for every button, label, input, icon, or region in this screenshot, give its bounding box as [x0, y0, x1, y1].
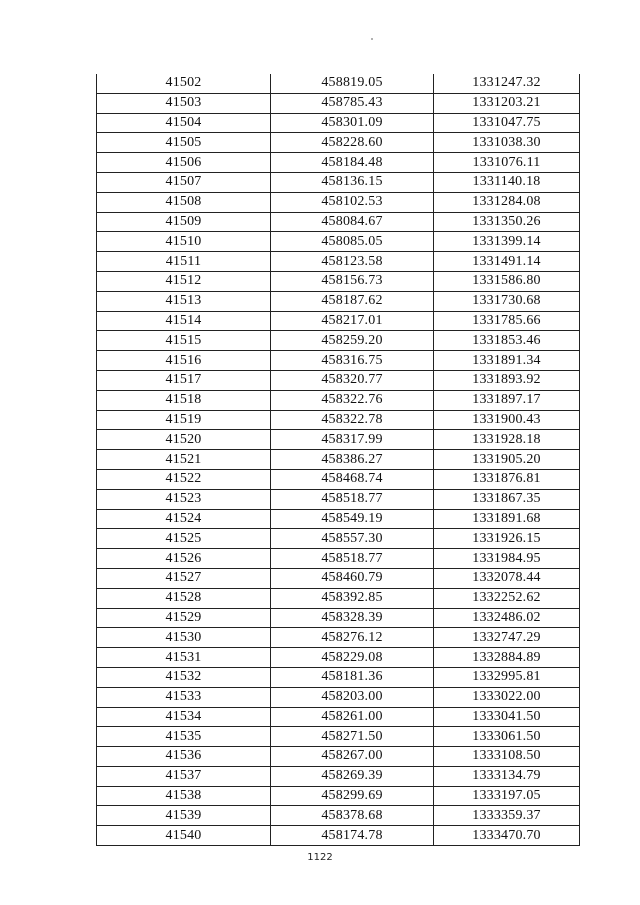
point-id-cell: 41536	[97, 747, 271, 767]
point-id-cell: 41534	[97, 707, 271, 727]
point-id-cell: 41507	[97, 172, 271, 192]
y-coordinate-cell: 1333197.05	[434, 786, 580, 806]
y-coordinate-cell: 1332486.02	[434, 608, 580, 628]
y-coordinate-cell: 1331893.92	[434, 370, 580, 390]
y-coordinate-cell: 1331876.81	[434, 469, 580, 489]
y-coordinate-cell: 1331891.34	[434, 351, 580, 371]
table-row	[97, 786, 580, 806]
x-coordinate-cell: 458203.00	[271, 687, 434, 707]
point-id-cell: 41530	[97, 628, 271, 648]
table-row	[97, 271, 580, 291]
point-id-cell: 41535	[97, 727, 271, 747]
table-row	[97, 509, 580, 529]
table-row	[97, 93, 580, 113]
table-row	[97, 212, 580, 232]
table-row	[97, 687, 580, 707]
table-row	[97, 766, 580, 786]
point-id-cell: 41517	[97, 370, 271, 390]
x-coordinate-cell: 458468.74	[271, 469, 434, 489]
table-row	[97, 153, 580, 173]
point-id-cell: 41511	[97, 252, 271, 272]
x-coordinate-cell: 458156.73	[271, 271, 434, 291]
point-id-cell: 41520	[97, 430, 271, 450]
x-coordinate-cell: 458392.85	[271, 588, 434, 608]
table-row	[97, 747, 580, 767]
y-coordinate-cell: 1331891.68	[434, 509, 580, 529]
point-id-cell: 41526	[97, 549, 271, 569]
y-coordinate-cell: 1331140.18	[434, 172, 580, 192]
table-row	[97, 469, 580, 489]
x-coordinate-cell: 458549.19	[271, 509, 434, 529]
x-coordinate-cell: 458322.78	[271, 410, 434, 430]
point-id-cell: 41522	[97, 469, 271, 489]
x-coordinate-cell: 458557.30	[271, 529, 434, 549]
y-coordinate-cell: 1331984.95	[434, 549, 580, 569]
x-coordinate-cell: 458819.05	[271, 74, 434, 93]
point-id-cell: 41505	[97, 133, 271, 153]
point-id-cell: 41539	[97, 806, 271, 826]
table-row	[97, 351, 580, 371]
point-id-cell: 41519	[97, 410, 271, 430]
point-id-cell: 41533	[97, 687, 271, 707]
table-row	[97, 192, 580, 212]
point-id-cell: 41518	[97, 390, 271, 410]
x-coordinate-cell: 458299.69	[271, 786, 434, 806]
x-coordinate-cell: 458518.77	[271, 489, 434, 509]
y-coordinate-cell: 1331491.14	[434, 252, 580, 272]
point-id-cell: 41510	[97, 232, 271, 252]
table-row	[97, 390, 580, 410]
y-coordinate-cell: 1333041.50	[434, 707, 580, 727]
x-coordinate-cell: 458785.43	[271, 93, 434, 113]
x-coordinate-cell: 458187.62	[271, 291, 434, 311]
y-coordinate-cell: 1333359.37	[434, 806, 580, 826]
x-coordinate-cell: 458271.50	[271, 727, 434, 747]
y-coordinate-cell: 1331730.68	[434, 291, 580, 311]
point-id-cell: 41538	[97, 786, 271, 806]
y-coordinate-cell: 1331928.18	[434, 430, 580, 450]
x-coordinate-cell: 458184.48	[271, 153, 434, 173]
table-row	[97, 628, 580, 648]
x-coordinate-cell: 458276.12	[271, 628, 434, 648]
x-coordinate-cell: 458174.78	[271, 826, 434, 846]
x-coordinate-cell: 458460.79	[271, 568, 434, 588]
y-coordinate-cell: 1333022.00	[434, 687, 580, 707]
y-coordinate-cell: 1331284.08	[434, 192, 580, 212]
x-coordinate-cell: 458317.99	[271, 430, 434, 450]
table-row	[97, 608, 580, 628]
table-row	[97, 172, 580, 192]
y-coordinate-cell: 1331038.30	[434, 133, 580, 153]
table-row	[97, 410, 580, 430]
point-id-cell: 41502	[97, 74, 271, 93]
x-coordinate-cell: 458322.76	[271, 390, 434, 410]
x-coordinate-cell: 458217.01	[271, 311, 434, 331]
x-coordinate-cell: 458378.68	[271, 806, 434, 826]
x-coordinate-cell: 458518.77	[271, 549, 434, 569]
point-id-cell: 41537	[97, 766, 271, 786]
y-coordinate-cell: 1331867.35	[434, 489, 580, 509]
point-id-cell: 41532	[97, 667, 271, 687]
point-id-cell: 41521	[97, 450, 271, 470]
point-id-cell: 41516	[97, 351, 271, 371]
table-row	[97, 370, 580, 390]
x-coordinate-cell: 458386.27	[271, 450, 434, 470]
x-coordinate-cell: 458328.39	[271, 608, 434, 628]
y-coordinate-cell: 1332995.81	[434, 667, 580, 687]
x-coordinate-cell: 458084.67	[271, 212, 434, 232]
point-id-cell: 41514	[97, 311, 271, 331]
point-id-cell: 41540	[97, 826, 271, 846]
y-coordinate-cell: 1332747.29	[434, 628, 580, 648]
table-row	[97, 568, 580, 588]
table-row	[97, 74, 580, 93]
y-coordinate-cell: 1331926.15	[434, 529, 580, 549]
y-coordinate-cell: 1331586.80	[434, 271, 580, 291]
y-coordinate-cell: 1333061.50	[434, 727, 580, 747]
table-row	[97, 489, 580, 509]
point-id-cell: 41515	[97, 331, 271, 351]
table-row	[97, 806, 580, 826]
point-id-cell: 41531	[97, 648, 271, 668]
table-row	[97, 667, 580, 687]
point-id-cell: 41525	[97, 529, 271, 549]
y-coordinate-cell: 1332078.44	[434, 568, 580, 588]
y-coordinate-cell: 1331905.20	[434, 450, 580, 470]
table-row	[97, 549, 580, 569]
x-coordinate-cell: 458267.00	[271, 747, 434, 767]
x-coordinate-cell: 458259.20	[271, 331, 434, 351]
table-row	[97, 113, 580, 133]
y-coordinate-cell: 1332884.89	[434, 648, 580, 668]
x-coordinate-cell: 458269.39	[271, 766, 434, 786]
x-coordinate-cell: 458228.60	[271, 133, 434, 153]
x-coordinate-cell: 458123.58	[271, 252, 434, 272]
point-id-cell: 41506	[97, 153, 271, 173]
point-id-cell: 41503	[97, 93, 271, 113]
table-row	[97, 331, 580, 351]
table-row	[97, 588, 580, 608]
y-coordinate-cell: 1331076.11	[434, 153, 580, 173]
x-coordinate-cell: 458136.15	[271, 172, 434, 192]
point-id-cell: 41529	[97, 608, 271, 628]
point-id-cell: 41524	[97, 509, 271, 529]
table-row	[97, 826, 580, 846]
y-coordinate-cell: 1333108.50	[434, 747, 580, 767]
page-number: 1122	[307, 852, 333, 863]
table-row	[97, 648, 580, 668]
scan-speck	[371, 38, 373, 40]
table-row	[97, 133, 580, 153]
y-coordinate-cell: 1331853.46	[434, 331, 580, 351]
y-coordinate-cell: 1331785.66	[434, 311, 580, 331]
point-id-cell: 41512	[97, 271, 271, 291]
table-row	[97, 529, 580, 549]
table-row	[97, 430, 580, 450]
point-id-cell: 41509	[97, 212, 271, 232]
x-coordinate-cell: 458102.53	[271, 192, 434, 212]
y-coordinate-cell: 1331897.17	[434, 390, 580, 410]
y-coordinate-cell: 1333134.79	[434, 766, 580, 786]
x-coordinate-cell: 458316.75	[271, 351, 434, 371]
y-coordinate-cell: 1332252.62	[434, 588, 580, 608]
table-row	[97, 450, 580, 470]
table-row	[97, 707, 580, 727]
y-coordinate-cell: 1331900.43	[434, 410, 580, 430]
x-coordinate-cell: 458301.09	[271, 113, 434, 133]
y-coordinate-cell: 1331047.75	[434, 113, 580, 133]
x-coordinate-cell: 458181.36	[271, 667, 434, 687]
x-coordinate-cell: 458320.77	[271, 370, 434, 390]
x-coordinate-cell: 458229.08	[271, 648, 434, 668]
point-id-cell: 41523	[97, 489, 271, 509]
x-coordinate-cell: 458261.00	[271, 707, 434, 727]
y-coordinate-cell: 1331247.32	[434, 74, 580, 93]
point-id-cell: 41504	[97, 113, 271, 133]
point-id-cell: 41513	[97, 291, 271, 311]
table-row	[97, 727, 580, 747]
table-row	[97, 252, 580, 272]
table-row	[97, 291, 580, 311]
y-coordinate-cell: 1331399.14	[434, 232, 580, 252]
y-coordinate-cell: 1331203.21	[434, 93, 580, 113]
point-id-cell: 41528	[97, 588, 271, 608]
x-coordinate-cell: 458085.05	[271, 232, 434, 252]
table-row	[97, 232, 580, 252]
coordinates-table	[96, 74, 580, 846]
table-row	[97, 311, 580, 331]
y-coordinate-cell: 1333470.70	[434, 826, 580, 846]
coordinates-table-body	[97, 74, 580, 846]
point-id-cell: 41527	[97, 568, 271, 588]
y-coordinate-cell: 1331350.26	[434, 212, 580, 232]
point-id-cell: 41508	[97, 192, 271, 212]
